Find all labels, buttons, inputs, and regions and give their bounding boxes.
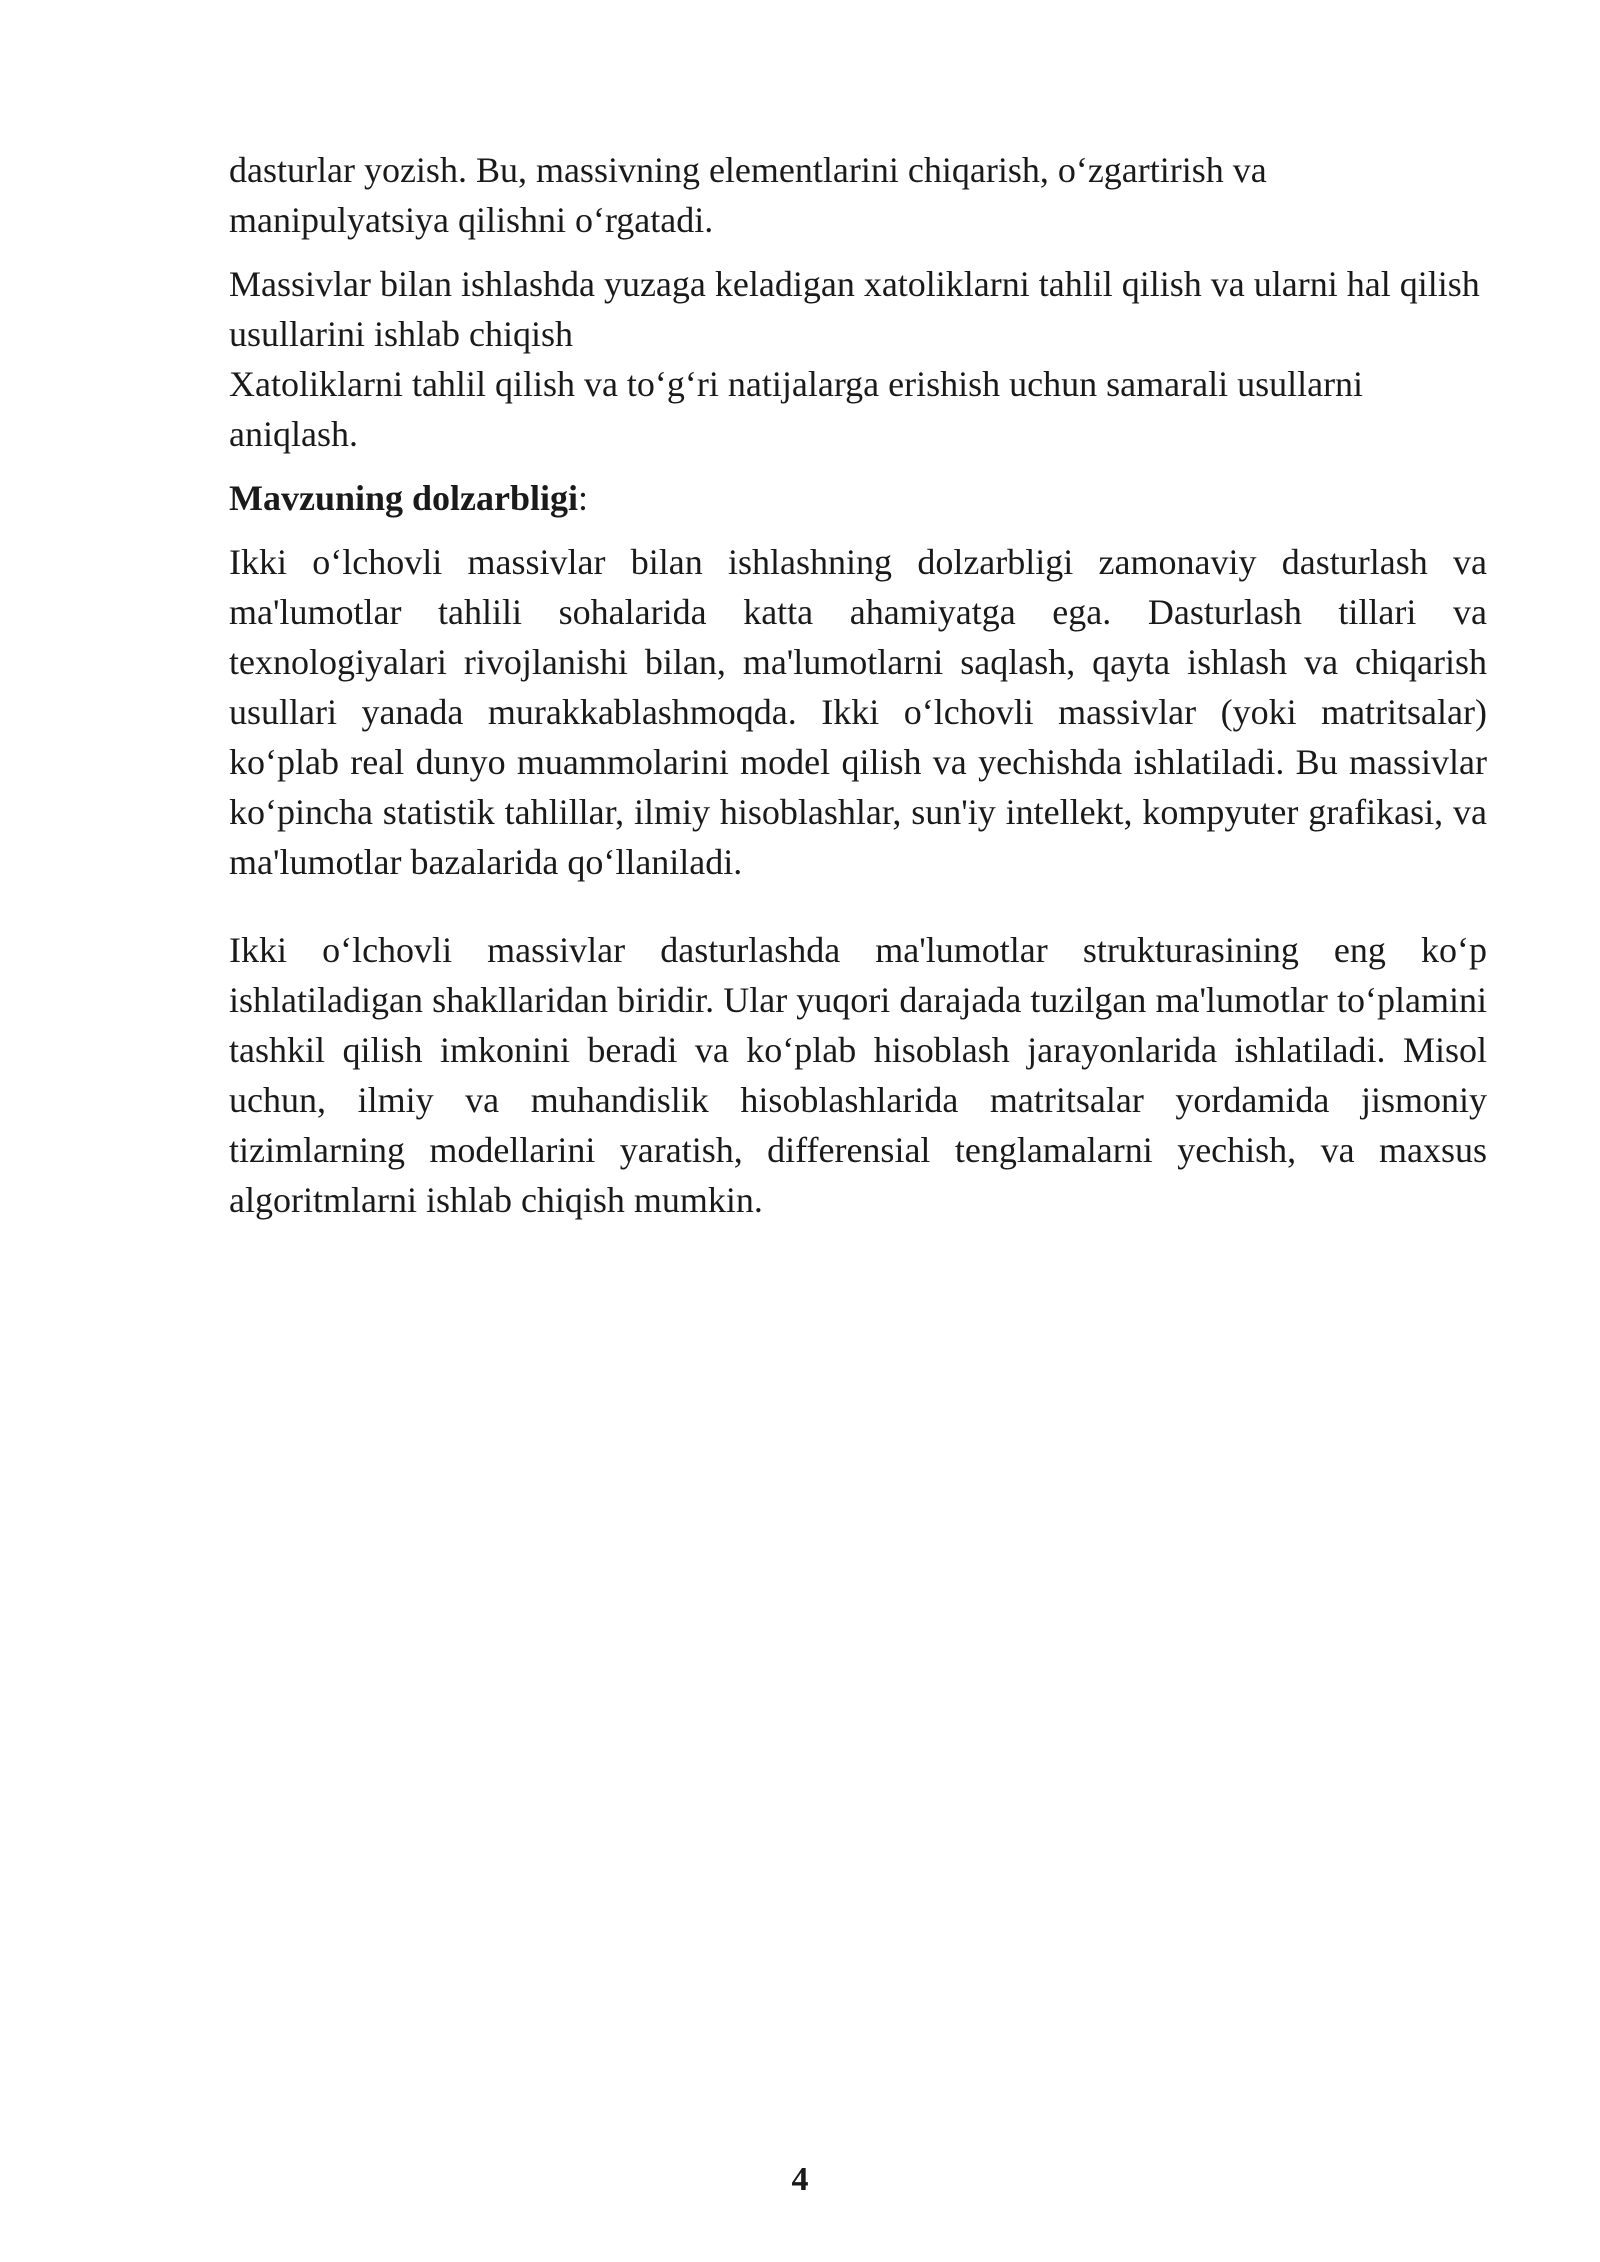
section-heading-text: Mavzuning dolzarbligi	[229, 478, 579, 518]
document-page	[229, 145, 1487, 1225]
section-heading-colon: :	[578, 478, 589, 518]
page-number: 4	[791, 2161, 809, 2198]
paragraph-two-dimensional-arrays: Ikki o‘lchovli massivlar dasturlashda ma'lumotlar strukturasining eng ko‘p ishlatiladigan shakllaridan biridir. Ular yuqori darajada tuzilgan ma'lumotlar to‘plamini tashkil qilish imkonini beradi va ko‘plab hisoblash jarayonlarida ishlatiladi. Misol uchun, ilmiy va muhandislik hisoblashlarida matritsalar yordamida jismoniy tizimlarning modellarini yaratish, differensial tenglamalarni yechish, va maxsus algoritmlarni ishlab chiqish mumkin.	[229, 930, 1487, 1220]
paragraph-errors-line-1: Massivlar bilan ishlashda yuzaga keladigan xatoliklarni tahlil qilish va ularni hal qilish usullarini ishlab chiqish	[229, 264, 1480, 354]
paragraph-intro: dasturlar yozish. Bu, massivning elementlarini chiqarish, o‘zgartirish va manipulyatsiya qilishni o‘rgatadi.	[229, 150, 1267, 240]
paragraph-relevance: Ikki o‘lchovli massivlar bilan ishlashning dolzarbligi zamonaviy dasturlash va ma'lumotlar tahlili sohalarida katta ahamiyatga ega. Dasturlash tillari va texnologiyalari rivojlanishi bilan, ma'lumotlarni saqlash, qayta ishlash va chiqarish usullari yanada murakkablashmoqda. Ikki o‘lchovli massivlar (yoki matritsalar) ko‘plab real dunyo muammolarini model qilish va yechishda ishlatiladi. Bu massivlar ko‘pincha statistik tahlillar, ilmiy hisoblashlar, sun'iy intellekt, kompyuter grafikasi, va ma'lumotlar bazalarida qo‘llaniladi.	[229, 542, 1487, 882]
paragraph-errors	[229, 259, 1487, 459]
section-heading	[229, 473, 1487, 523]
paragraph-errors-line-2: Xatoliklarni tahlil qilish va to‘g‘ri natijalarga erishish uchun samarali usullarni aniqlash.	[229, 364, 1364, 454]
